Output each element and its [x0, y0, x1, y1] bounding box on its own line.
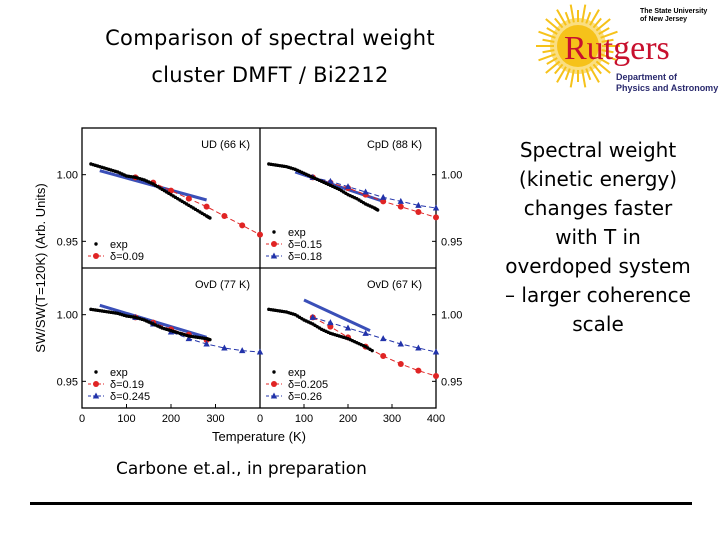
y-tick-label: 0.95	[441, 236, 463, 249]
side-note-line: (kinetic energy)	[518, 167, 678, 191]
bottom-rule	[30, 502, 692, 505]
y-tick-label: 1.00	[56, 309, 78, 322]
data-point	[239, 347, 245, 353]
data-point	[433, 373, 439, 379]
data-point	[398, 204, 404, 210]
legend-marker	[272, 370, 275, 373]
data-point	[221, 213, 227, 219]
side-note-line: overdoped system	[505, 254, 691, 278]
x-tick-label: 200	[338, 413, 358, 425]
legend-label: δ=0.15	[288, 239, 322, 251]
legend-label: δ=0.09	[110, 251, 144, 263]
legend-marker	[93, 381, 99, 387]
x-tick-label: 0	[256, 413, 264, 425]
legend-marker	[271, 241, 277, 247]
y-tick-label: 1.00	[441, 169, 463, 182]
data-point	[415, 368, 421, 374]
legend-marker	[271, 381, 277, 387]
y-tick-label: 0.95	[441, 376, 463, 389]
x-tick-label: 0	[78, 413, 86, 425]
credit-text: Carbone et.al., in preparation	[116, 459, 367, 479]
legend-label: exp	[288, 367, 306, 379]
panel-label: CpD (88 K)	[366, 139, 422, 151]
rutgers-logo	[530, 0, 720, 100]
legend-label: exp	[288, 227, 306, 239]
legend-label: δ=0.26	[288, 391, 322, 403]
x-tick-label: 200	[161, 413, 181, 425]
legend-label: δ=0.19	[110, 379, 144, 391]
y-tick-label: 0.95	[56, 376, 78, 389]
y-tick-label: 1.00	[56, 169, 78, 182]
data-point	[380, 194, 386, 200]
exp-point	[371, 349, 374, 352]
title-line-2: cluster DMFT / Bi2212	[151, 63, 389, 87]
legend-marker	[272, 230, 275, 233]
legend-label: exp	[110, 239, 128, 251]
y-axis-label: SW/SW(T=120K) (Arb. Units)	[33, 183, 48, 353]
side-note	[484, 136, 712, 339]
spectral-weight-chart	[28, 120, 478, 450]
legend-label: exp	[110, 367, 128, 379]
data-point	[204, 204, 210, 210]
data-point	[433, 214, 439, 220]
side-note-line: changes faster	[523, 196, 673, 220]
data-point	[433, 349, 439, 355]
dept-line-1: Department of	[616, 72, 678, 82]
side-note-line: scale	[572, 312, 624, 336]
exp-point	[376, 208, 379, 211]
data-point	[239, 222, 245, 228]
title-line-1: Comparison of spectral weight	[105, 26, 435, 50]
x-axis-label: Temperature (K)	[212, 429, 306, 444]
legend-marker	[93, 253, 99, 259]
data-point	[257, 349, 263, 355]
data-point	[398, 361, 404, 367]
data-point	[380, 335, 386, 341]
university-bottom-text: of New Jersey	[640, 16, 688, 23]
legend-marker	[94, 370, 97, 373]
side-note-line: – larger coherence	[505, 283, 691, 307]
y-tick-label: 0.95	[56, 236, 78, 249]
data-point	[380, 353, 386, 359]
x-tick-label: 100	[117, 413, 136, 425]
legend-label: δ=0.245	[110, 391, 151, 403]
panel-label: OvD (77 K)	[194, 279, 250, 291]
x-tick-label: 100	[294, 413, 314, 425]
panel-label: OvD (67 K)	[366, 279, 422, 291]
x-tick-label: 400	[426, 413, 446, 425]
rutgers-wordmark: Rutgers	[564, 30, 670, 67]
slide-title	[60, 20, 480, 94]
legend-marker	[94, 242, 97, 245]
exp-point	[208, 338, 211, 341]
y-tick-label: 1.00	[441, 309, 463, 322]
data-point	[186, 196, 192, 202]
legend-label: δ=0.18	[288, 251, 322, 263]
data-point	[415, 209, 421, 215]
panel-label: UD (66 K)	[201, 139, 250, 151]
x-tick-label: 300	[382, 413, 402, 425]
side-note-line: Spectral weight	[519, 138, 677, 162]
legend-label: δ=0.205	[288, 379, 329, 391]
x-tick-label: 300	[206, 413, 225, 425]
data-point	[257, 232, 263, 238]
university-top-text: The State University	[640, 8, 708, 15]
exp-point	[208, 216, 211, 219]
side-note-line: with T in	[555, 225, 641, 249]
dept-line-2: Physics and Astronomy	[616, 83, 719, 93]
